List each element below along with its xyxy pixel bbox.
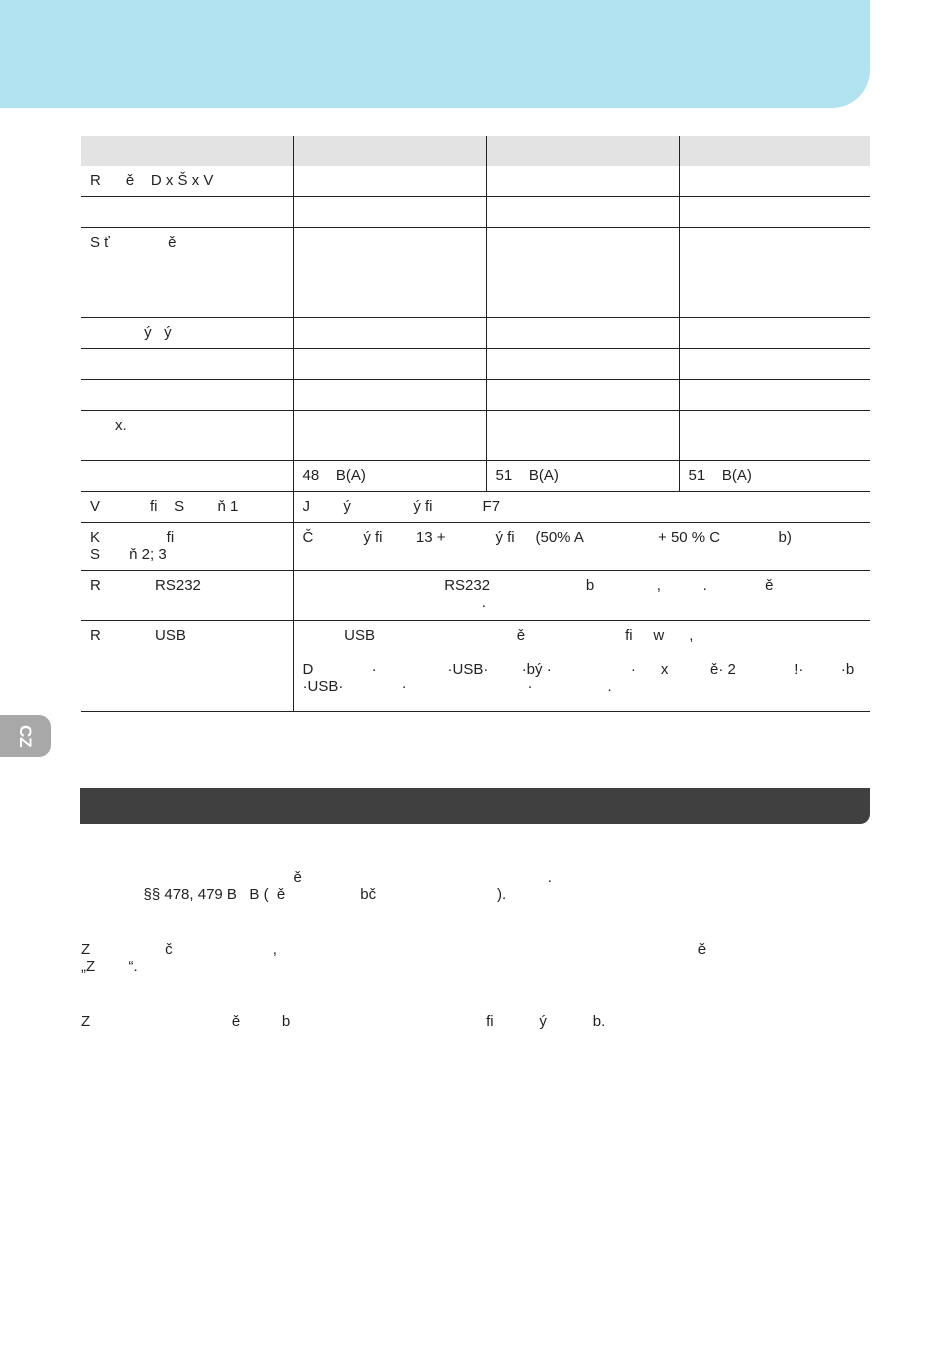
table-cell bbox=[486, 197, 679, 228]
paragraph: Z ě b fi ý b. bbox=[81, 1013, 606, 1030]
table-cell bbox=[486, 166, 679, 197]
table-cell bbox=[293, 197, 486, 228]
table-cell bbox=[293, 318, 486, 349]
language-tab bbox=[0, 715, 51, 757]
table-cell bbox=[81, 349, 293, 380]
table-cell: S ť ě bbox=[81, 228, 293, 318]
table-row bbox=[81, 349, 870, 380]
table-row bbox=[81, 523, 870, 571]
table-cell bbox=[486, 349, 679, 380]
table-cell: K fi S ň 2; 3 bbox=[81, 523, 293, 571]
table-cell bbox=[486, 318, 679, 349]
table-cell: J ý ý fi F7 bbox=[293, 492, 870, 523]
table-cell bbox=[293, 411, 486, 461]
table-cell: R ě D x Š x V bbox=[81, 166, 293, 197]
specification-table bbox=[81, 136, 870, 712]
table-cell bbox=[81, 380, 293, 411]
table-row bbox=[81, 197, 870, 228]
table-cell: Č ý fi 13 + ý fi (50% A + 50 % C b) bbox=[293, 523, 870, 571]
section-heading-bar bbox=[80, 788, 870, 824]
table-cell bbox=[81, 197, 293, 228]
warranty-text bbox=[81, 835, 870, 1051]
table-cell bbox=[679, 228, 870, 318]
table-cell: R USB bbox=[81, 621, 293, 712]
table-cell: x. bbox=[81, 411, 293, 461]
table-cell bbox=[679, 166, 870, 197]
paragraph: Z č , ě „Z “. bbox=[81, 941, 707, 975]
table-cell: V fi S ň 1 bbox=[81, 492, 293, 523]
table-cell bbox=[293, 228, 486, 318]
table-cell bbox=[293, 166, 486, 197]
table-cell: RS232 b , . ě . bbox=[293, 571, 870, 621]
table-header-cell bbox=[81, 136, 293, 166]
table-row bbox=[81, 166, 870, 197]
table-row bbox=[81, 492, 870, 523]
table-cell bbox=[293, 380, 486, 411]
table-row bbox=[81, 318, 870, 349]
table-row bbox=[81, 461, 870, 492]
table-cell: 48 B(A) bbox=[293, 461, 486, 492]
table-cell bbox=[679, 380, 870, 411]
table-header-row bbox=[81, 136, 870, 166]
table-cell bbox=[293, 349, 486, 380]
language-tab-label: CZ bbox=[16, 725, 35, 748]
table-cell bbox=[679, 318, 870, 349]
table-cell: 51 B(A) bbox=[679, 461, 870, 492]
table-row bbox=[81, 621, 870, 712]
table-cell: 51 B(A) bbox=[486, 461, 679, 492]
table-cell bbox=[486, 411, 679, 461]
table-cell bbox=[486, 228, 679, 318]
table-cell: USB ě fi w , D · ·USB· ·bý · · x ě· 2 !· ·b ·USB· · · . bbox=[293, 621, 870, 712]
paragraph: ě . §§ 478, 479 B B ( ě bč ). bbox=[143, 869, 552, 903]
table-cell bbox=[679, 349, 870, 380]
table-cell bbox=[486, 380, 679, 411]
table-cell: R RS232 bbox=[81, 571, 293, 621]
table-cell bbox=[679, 197, 870, 228]
table-header-cell bbox=[679, 136, 870, 166]
table-row bbox=[81, 228, 870, 318]
header-band bbox=[0, 0, 870, 108]
table-row bbox=[81, 411, 870, 461]
table-cell bbox=[81, 461, 293, 492]
table-row bbox=[81, 380, 870, 411]
table-row bbox=[81, 571, 870, 621]
table-cell: ý ý bbox=[81, 318, 293, 349]
table-header-cell bbox=[486, 136, 679, 166]
table-cell bbox=[679, 411, 870, 461]
table-header-cell bbox=[293, 136, 486, 166]
